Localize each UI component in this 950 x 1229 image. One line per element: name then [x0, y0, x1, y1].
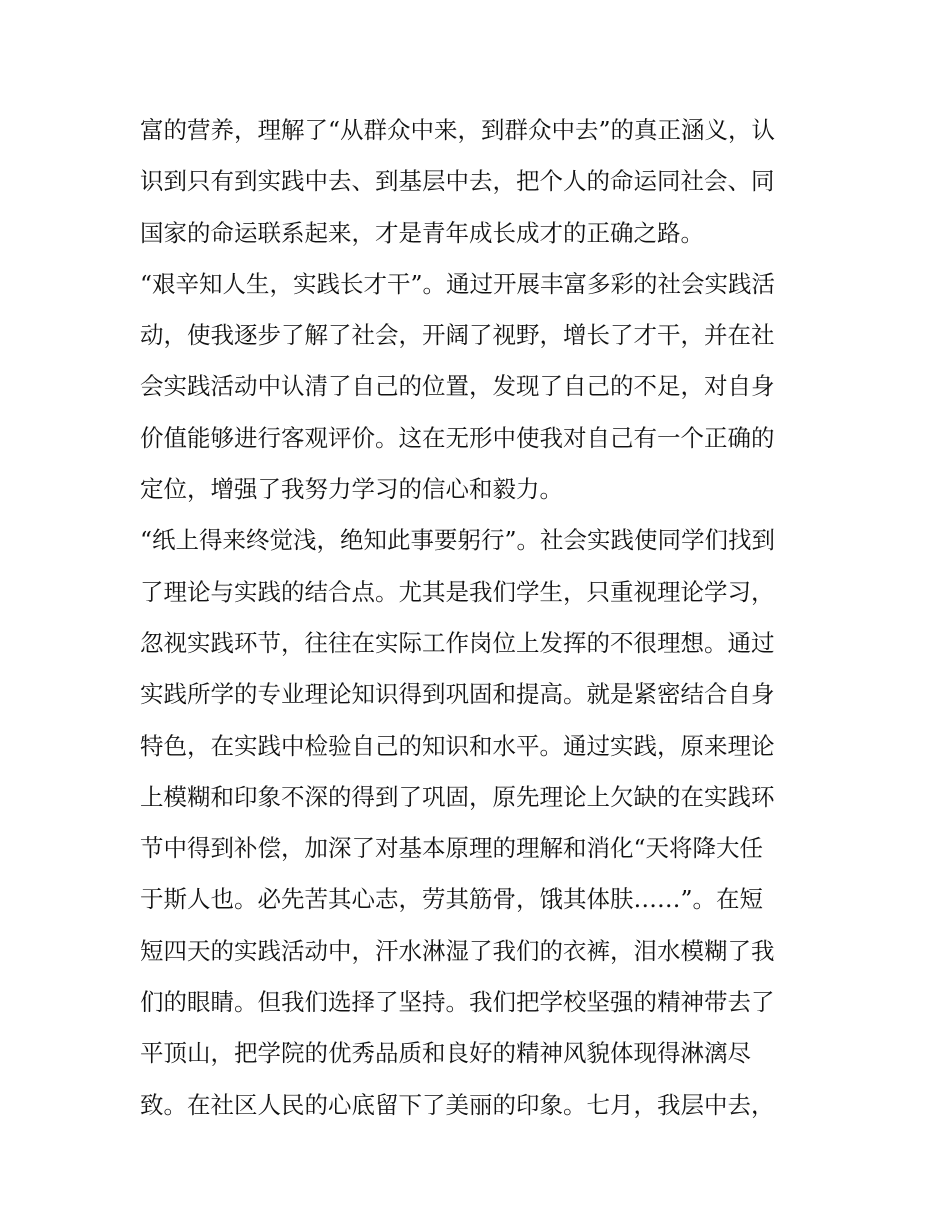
text-line: 平顶山，把学院的优秀品质和良好的精神风貌体现得淋漓尽: [140, 1039, 751, 1068]
text-line: 致。在社区人民的心底留下了美丽的印象。七月，我层中去，: [140, 1090, 775, 1119]
text-line: 定位，增强了我努力学习的信心和毅力。: [140, 475, 563, 504]
text-line: 价值能够进行客观评价。这在无形中使我对自己有一个正确的: [140, 423, 775, 452]
text-line: 特色，在实践中检验自己的知识和水平。通过实践，原来理论: [140, 731, 775, 760]
text-line: 识到只有到实践中去、到基层中去，把个人的命运同社会、同: [140, 167, 775, 196]
text-line: 节中得到补偿，加深了对基本原理的理解和消化“天将降大任: [140, 834, 764, 863]
body-text: [140, 105, 820, 1131]
text-line: 于斯人也。必先苦其心志，劳其筋骨，饿其体肤……”。在短: [140, 885, 764, 914]
text-line: “艰辛知人生，实践长才干”。通过开展丰富多彩的社会实践活: [140, 269, 776, 298]
text-line: 短四天的实践活动中，汗水淋湿了我们的衣裤，泪水模糊了我: [140, 936, 775, 965]
text-line: 实践所学的专业理论知识得到巩固和提高。就是紧密结合自身: [140, 680, 775, 709]
text-line: “纸上得来终觉浅，绝知此事要躬行”。社会实践使同学们找到: [140, 526, 776, 555]
text-line: 上模糊和印象不深的得到了巩固，原先理论上欠缺的在实践环: [140, 782, 775, 811]
text-line: 富的营养，理解了“从群众中来，到群众中去”的真正涵义，认: [140, 116, 776, 144]
text-line: 会实践活动中认清了自己的位置，发现了自己的不足，对自身: [140, 372, 775, 401]
text-line: 了理论与实践的结合点。尤其是我们学生，只重视理论学习，: [140, 577, 775, 606]
text-line: 忽视实践环节，往往在实际工作岗位上发挥的不很理想。通过: [140, 628, 775, 657]
text-line: 国家的命运联系起来，才是青年成长成才的正确之路。: [140, 218, 704, 247]
text-line: 动，使我逐步了解了社会，开阔了视野，增长了才干，并在社: [140, 321, 775, 350]
text-line: 们的眼睛。但我们选择了坚持。我们把学校坚强的精神带去了: [140, 988, 775, 1017]
